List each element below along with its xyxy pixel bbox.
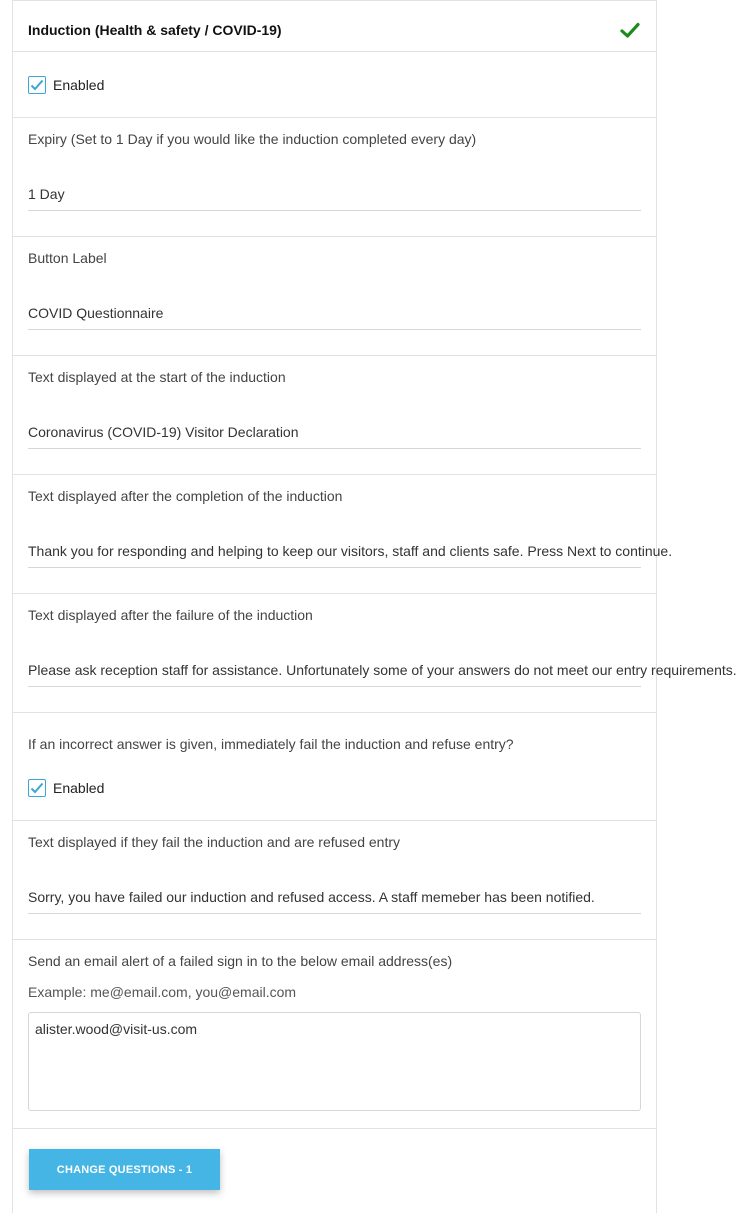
email-alert-example: Example: me@email.com, you@email.com — [28, 984, 297, 1000]
checkbox-check-icon — [30, 782, 44, 794]
email-alert-label: Send an email alert of a failed sign in to the below email address(es) — [28, 953, 453, 969]
refused-text-input[interactable]: Sorry, you have failed our induction and refused access. A staff memeber has been notified. — [28, 889, 641, 914]
expiry-label: Expiry (Set to 1 Day if you would like the induction completed every day) — [28, 131, 477, 147]
enabled-checkbox[interactable] — [28, 76, 46, 94]
completion-text-input[interactable]: Thank you for responding and helping to keep our visitors, staff and clients safe. Press Next to continue. — [28, 543, 641, 568]
button-label-row — [13, 237, 656, 356]
checkmark-icon — [620, 22, 640, 39]
induction-settings-panel — [12, 0, 737, 1213]
section-title: Induction (Health & safety / COVID-19) — [28, 22, 282, 38]
start-text-label: Text displayed at the start of the induction — [28, 369, 286, 385]
enabled-row — [13, 52, 656, 118]
completion-text-row — [13, 475, 673, 594]
change-questions-button[interactable]: CHANGE QUESTIONS - 1 — [29, 1149, 220, 1190]
fail-immediately-checkbox[interactable] — [28, 779, 46, 797]
button-label-input[interactable]: COVID Questionnaire — [28, 305, 641, 330]
refused-text-label: Text displayed if they fail the induction and are refused entry — [28, 834, 400, 850]
email-alert-row — [13, 940, 656, 1129]
failure-text-row — [13, 594, 737, 713]
email-alert-textarea[interactable]: alister.wood@visit-us.com — [28, 1012, 641, 1111]
fail-immediately-checkbox-label: Enabled — [53, 780, 105, 796]
section-header[interactable] — [13, 0, 656, 52]
start-text-row — [13, 356, 656, 475]
button-label-label: Button Label — [28, 250, 107, 266]
failure-text-label: Text displayed after the failure of the induction — [28, 607, 313, 623]
fail-immediately-toggle[interactable] — [28, 779, 104, 797]
change-questions-row — [13, 1129, 656, 1213]
enabled-toggle[interactable] — [28, 76, 104, 94]
fail-immediately-label: If an incorrect answer is given, immediately fail the induction and refuse entry? — [28, 736, 514, 752]
enabled-label: Enabled — [53, 77, 105, 93]
failure-text-input[interactable]: Please ask reception staff for assistance. Unfortunately some of your answers do not meet our entry requirements. — [28, 662, 641, 687]
expiry-row — [13, 118, 656, 237]
checkbox-check-icon — [30, 79, 44, 91]
completion-text-label: Text displayed after the completion of the induction — [28, 488, 343, 504]
fail-immediately-row — [13, 713, 656, 821]
expiry-select[interactable]: 1 Day — [28, 186, 641, 211]
refused-text-row — [13, 821, 656, 940]
start-text-input[interactable]: Coronavirus (COVID-19) Visitor Declaration — [28, 424, 641, 449]
